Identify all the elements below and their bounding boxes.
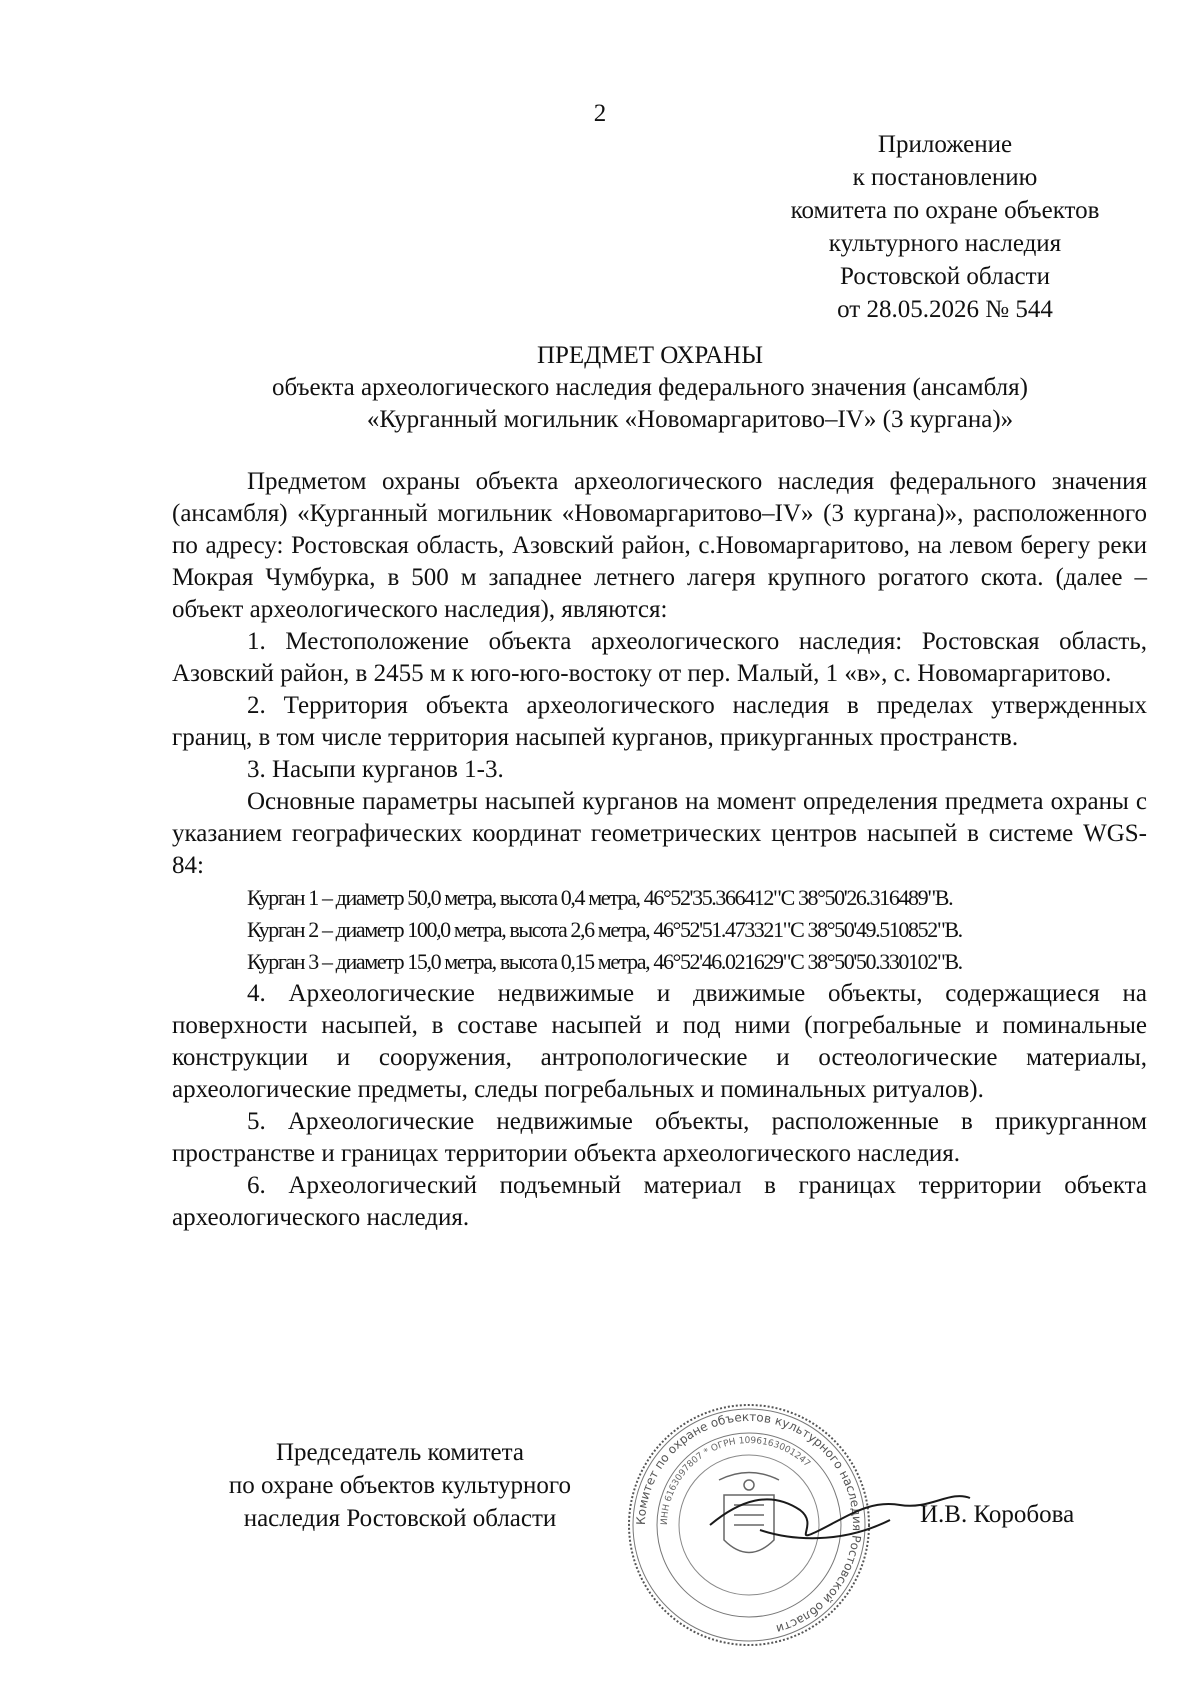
appendix-line: культурного наследия [828,230,1062,257]
item-surface-material: 6. Археологический подъемный материал в границах территории объекта археологического наследия. [172,1172,1147,1231]
page-number: 2 [593,100,607,127]
position-line: по охране объектов культурного [228,1472,572,1499]
seal-inner-text: ИНН 6163097807 * ОГРН 1096163001247 [659,1435,812,1526]
kurgan-2-params: Курган 2 – диаметр 100,0 метра, высота 2,6 метра, 46°52'51.473321"С 38°50'49.510852"В. [247,917,962,942]
intro-paragraph: Предметом охраны объекта археологического наследия федерального значения (ансамбля) «Курганный могильник «Новомаргаритово–IV» (3 кургана)», расположенного по адресу: Ростовская область, Азовский район, с.Новомаргаритово, на левом берегу реки Мокрая Чумбурка, в 500 м западнее летнего лагеря крупного рогатого скота. (далее – объект археологического наследия), являются: [172,468,1147,623]
position-line: Председатель комитета [276,1439,524,1466]
document-body [172,466,1147,1234]
params-intro: Основные параметры насыпей курганов на момент определения предмета охраны с указанием географических координат геометрических центров насыпей в системе WGS-84: [172,788,1147,879]
appendix-line: Приложение [877,131,1013,158]
kurgan-3-params: Курган 3 – диаметр 15,0 метра, высота 0,15 метра, 46°52'46.021629"С 38°50'50.330102"В. [247,949,962,974]
appendix-line: комитета по охране объектов [790,197,1100,224]
title-subtitle: объекта археологического наследия федерального значения (ансамбля) [272,374,1028,401]
item-archaeological-objects: 4. Археологические недвижимые и движимые объекты, содержащиеся на поверхности насыпей, в составе насыпей и под ними (погребальные и поминальные конструкции и сооружения, антропологические и остеологические материалы, археологические предметы, следы погребальных и поминальных ритуалов). [172,980,1147,1103]
appendix-date-number: от 28.05.2026 № 544 [837,296,1053,323]
appendix-line: к постановлению [852,164,1038,191]
appendix-line: Ростовской области [840,263,1050,290]
kurgan-1-params: Курган 1 – диаметр 50,0 метра, высота 0,4 метра, 46°52'35.366412"С 38°50'26.316489"В. [247,885,953,910]
position-line: наследия Ростовской области [243,1505,557,1532]
title-object-name: «Курганный могильник «Новомаргаритово–IV» (3 кургана)» [366,406,1014,433]
appendix-header [760,128,1130,326]
item-mounds: 3. Насыпи курганов 1-3. [247,756,504,783]
item-immovable-objects: 5. Археологические недвижимые объекты, расположенные в прикурганном пространстве и границах территории объекта археологического наследия. [172,1108,1147,1167]
document-title [200,340,1100,436]
title-heading: ПРЕДМЕТ ОХРАНЫ [536,342,764,369]
item-territory: 2. Территория объекта археологического наследия в пределах утвержденных границ, в том числе территория насыпей курганов, прикурганных пространств. [172,692,1147,751]
item-location: 1. Местоположение объекта археологического наследия: Ростовская область, Азовский район, в 2455 м к юго-юго-востоку от пер. Малый, 1 «в», с. Новомаргаритово. [172,628,1147,687]
signatory-name: И.В. Коробова [920,1501,1075,1528]
signatory-position [190,1436,610,1535]
seal-outer-text: Комитет по охране объектов культурного наследия Ростовской области [633,1409,865,1637]
